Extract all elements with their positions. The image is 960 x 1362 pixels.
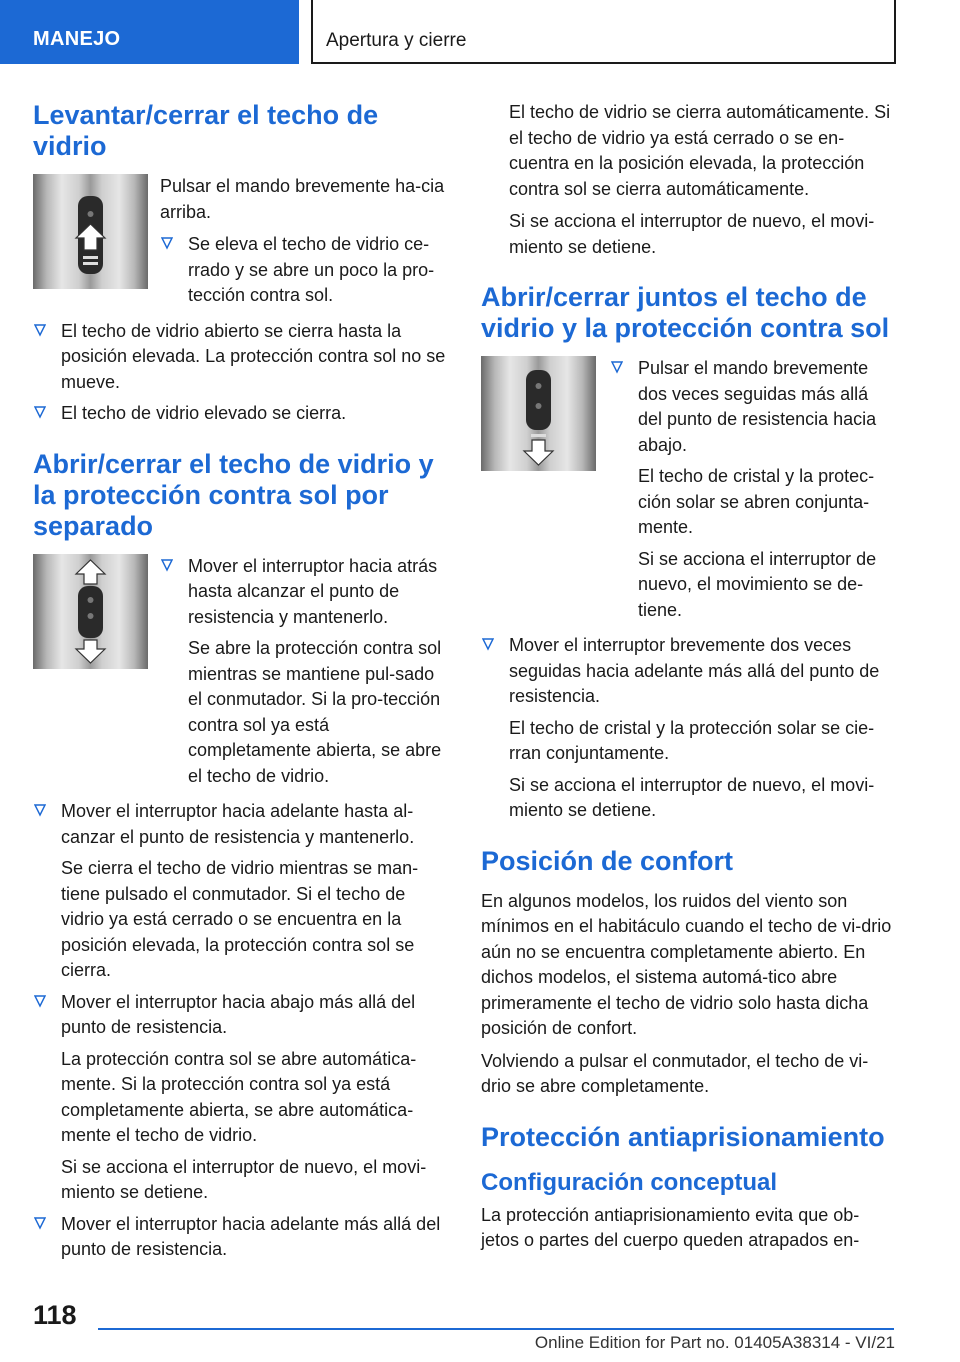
raise-close-block	[33, 174, 448, 315]
switch-up-illustration	[33, 174, 148, 289]
triangle-bullet-icon	[482, 637, 494, 651]
section-label: MANEJO	[33, 28, 121, 50]
chapter-header	[311, 0, 896, 64]
triangle-bullet-icon	[34, 405, 46, 419]
comfort-para-1: En algunos modelos, los ruidos del viento son mínimos en el habitáculo cuando el techo de vi-drio aún no se encuentra completamente abierto. En dichos modelos, el sistema automá-tico abre primeramente el techo de vidrio solo hasta dicha posición de confort.	[481, 890, 892, 1038]
triangle-bullet-icon	[34, 323, 46, 337]
heading-together: Abrir/cerrar juntos el techo de vidrio y la protección contra sol	[481, 282, 890, 343]
heading-separate: Abrir/cerrar el techo de vidrio y la protección contra sol por separado	[33, 448, 434, 541]
separate-block	[33, 554, 448, 796]
section-tab	[0, 0, 299, 64]
list-item: El techo de vidrio elevado se cierra.	[33, 401, 448, 427]
list-item: Mover el interruptor brevemente dos veces seguidas hacia adelante más allá del punto de resistencia. El techo de cristal y la protección solar se cie-rran conjuntamente. Si se acciona el interruptor de nuevo, el movi-miento se detiene.	[481, 633, 896, 824]
triangle-bullet-icon	[611, 360, 623, 374]
switch-down-illustration	[481, 356, 596, 471]
pinch-para-1: La protección antiaprisionamiento evita que ob-jetos o partes del cuerpo queden atrapados en-	[481, 1204, 860, 1250]
triangle-bullet-icon	[34, 994, 46, 1008]
continued-text: El techo de vidrio se cierra automáticamente. Si el techo de vidrio ya está cerrado o se en-cuentra en la posición elevada, la protección contra sol se cierra automáticamente. Si se acciona el interruptor de nuevo, el movi-miento se detiene.	[509, 102, 891, 257]
heading-comfort: Posición de confort	[481, 845, 734, 876]
heading-raise-close: Levantar/cerrar el techo de vidrio	[33, 100, 379, 161]
footer-divider	[98, 1328, 894, 1330]
chapter-title: Apertura y cierre	[326, 30, 467, 51]
list-item: Mover el interruptor hacia atrás hasta alcanzar el punto de resistencia y mantenerlo. Se abre la protección contra sol mientras se mantiene pul-sado el conmutador. Si la pro-tección contra sol ya está completamente abierta, se abre el techo de vidrio.	[160, 554, 448, 790]
comfort-para-2: Volviendo a pulsar el conmutador, el techo de vi-drio se abre completamente.	[481, 1050, 869, 1096]
page-number: 118	[33, 1300, 77, 1330]
list-item: Mover el interruptor hacia abajo más allá del punto de resistencia. La protección contra sol se abre automática-mente. Si la protección contra sol ya está completamente abierta, se abre automática-mente el techo de vidrio. Si se acciona el interruptor de nuevo, el movi-miento se detiene.	[33, 990, 448, 1206]
left-column	[33, 100, 448, 1269]
raise-close-intro: Pulsar el mando brevemente ha-cia arriba.	[160, 176, 445, 222]
list-item: Mover el interruptor hacia adelante más allá del punto de resistencia.	[33, 1212, 448, 1263]
heading-pinch-protection: Protección antiaprisionamiento	[481, 1121, 885, 1152]
together-block	[481, 356, 896, 629]
switch-back-forward-illustration	[33, 554, 148, 669]
list-item: Se eleva el techo de vidrio ce-rrado y se abre un poco la pro-tección contra sol.	[160, 232, 448, 309]
triangle-bullet-icon	[34, 803, 46, 817]
triangle-bullet-icon	[161, 236, 173, 250]
list-item: Mover el interruptor hacia adelante hasta al-canzar el punto de resistencia y mantenerlo. Se cierra el techo de vidrio mientras se man-tiene pulsado el conmutador. Si el techo de vidrio ya está cerrado o se encuentra en la posición elevada, la protección contra sol se cierra.	[33, 799, 448, 984]
edition-note: Online Edition for Part no. 01405A38314 - VI/21	[534, 1333, 895, 1352]
subheading-concept: Configuración conceptual	[481, 1168, 778, 1196]
triangle-bullet-icon	[34, 1216, 46, 1230]
list-item: Pulsar el mando brevemente dos veces seguidas más allá del punto de resistencia hacia abajo. El techo de cristal y la protec-ción solar se abren conjunta-mente. Si se acciona el interruptor de nuevo, el movimiento se de-tiene.	[610, 356, 896, 623]
list-item: El techo de vidrio abierto se cierra hasta la posición elevada. La protección contra sol no se mueve.	[33, 319, 448, 396]
triangle-bullet-icon	[161, 558, 173, 572]
right-column	[481, 100, 896, 1261]
